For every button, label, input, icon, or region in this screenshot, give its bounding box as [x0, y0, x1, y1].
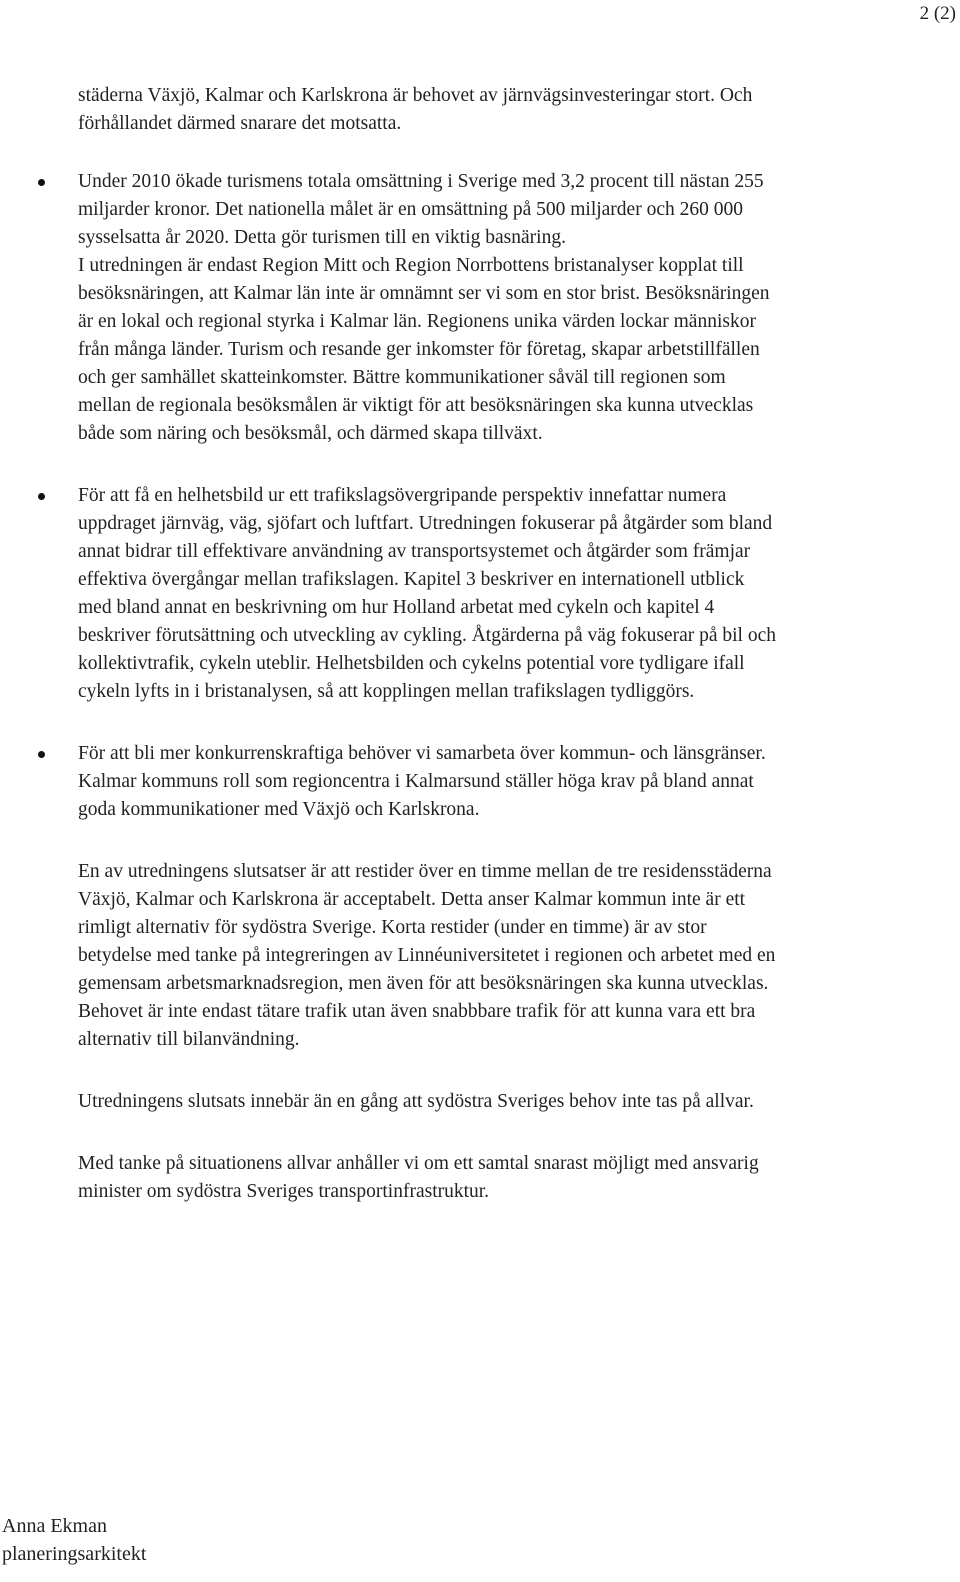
paragraph-overview: För att få en helhetsbild ur ett trafikslagsövergripande perspektiv innefattar numera uppdraget järnväg, väg, sjöfart och luftfart. Utredningen fokuserar på åtgärder som bland annat bidrar till effektivare användning av transportsystemet och åtgärder som främjar effektiva övergångar mellan trafikslagen. Kapitel 3 beskriver en internationell utblick med bland annat en beskrivning om hur Holland arbetat med cykeln och kapitel 4 beskriver förutsättning och utveckling av cykling. Åtgärderna på väg fokuserar på bil och kollektivtrafik, cykeln uteblir. Helhetsbilden och cykelns potential vore tydligare ifall cykeln lyfts in i bristanalysen, så att kopplingen mellan trafikslagen tydliggörs.: [78, 485, 776, 702]
paragraph-intro: städerna Växjö, Kalmar och Karlskrona är behovet av järnvägsinvesteringar stort. Och förhållandet därmed snarare det motsatta.: [78, 85, 753, 134]
bullet-item-cooperation: [78, 740, 778, 824]
bullet-icon: [38, 751, 45, 758]
signature-title: planeringsarkitekt: [2, 1543, 147, 1565]
paragraph-tourism-analysis: I utredningen är endast Region Mitt och Region Norrbottens bristanalyser kopplat till besöksnäringen, att Kalmar län inte är omnämnt ser vi som en stor brist. Besöksnäringen är en lokal och regional styrka i Kalmar län. Regionens unika värden lockar människor från många länder. Turism och resande ger inkomster för företag, skapar arbetstillfällen och ger samhället skatteinkomster. Bättre kommunikationer såväl till regionen som mellan de regionala besöksmålen är viktigt för att besöksnäringen ska kunna utvecklas både som näring och besöksmål, och därmed skapa tillväxt.: [78, 255, 770, 444]
document-body: [78, 82, 778, 1206]
paragraph-travel-times: En av utredningens slutsatser är att restider över en timme mellan de tre residensstäderna Växjö, Kalmar och Karlskrona är acceptabelt. Detta anser Kalmar kommun inte är ett rimligt alternativ för sydöstra Sverige. Korta restider (under en timme) är av stor betydelse med tanke på integreringen av Linnéuniversitetet i regionen och arbetet med en gemensam arbetsmarknadsregion, men även för att besöksnäringen ska kunna utvecklas. Behovet är inte endast tätare trafik utan även snabbbare trafik för att kunna vara ett bra alternativ till bilanvändning.: [78, 861, 776, 1050]
paragraph-tourism: Under 2010 ökade turismens totala omsättning i Sverige med 3,2 procent till nästan 255 miljarder kronor. Det nationella målet är en omsättning på 500 miljarder och 260 000 sysselsatta år 2020. Detta gör turismen till en viktig basnäring.: [78, 171, 764, 248]
paragraph-conclusion: Utredningens slutsats innebär än en gång att sydöstra Sveriges behov inte tas på allvar.: [78, 1091, 754, 1112]
page-number: 2 (2): [919, 3, 956, 24]
bullet-item-overview: [78, 482, 778, 706]
bullet-item-tourism: [78, 168, 778, 448]
paragraph-cooperation: För att bli mer konkurrenskraftiga behöver vi samarbeta över kommun- och länsgränser. Kalmar kommuns roll som regioncentra i Kalmarsund ställer höga krav på bland annat goda kommunikationer med Växjö och Karlskrona.: [78, 743, 766, 820]
signature-name: Anna Ekman: [2, 1515, 107, 1537]
bullet-icon: [38, 179, 45, 186]
paragraph-request: Med tanke på situationens allvar anhåller vi om ett samtal snarast möjligt med ansvarig minister om sydöstra Sveriges transportinfrastruktur.: [78, 1153, 759, 1202]
signature-block: [2, 1512, 146, 1568]
bullet-icon: [38, 493, 45, 500]
